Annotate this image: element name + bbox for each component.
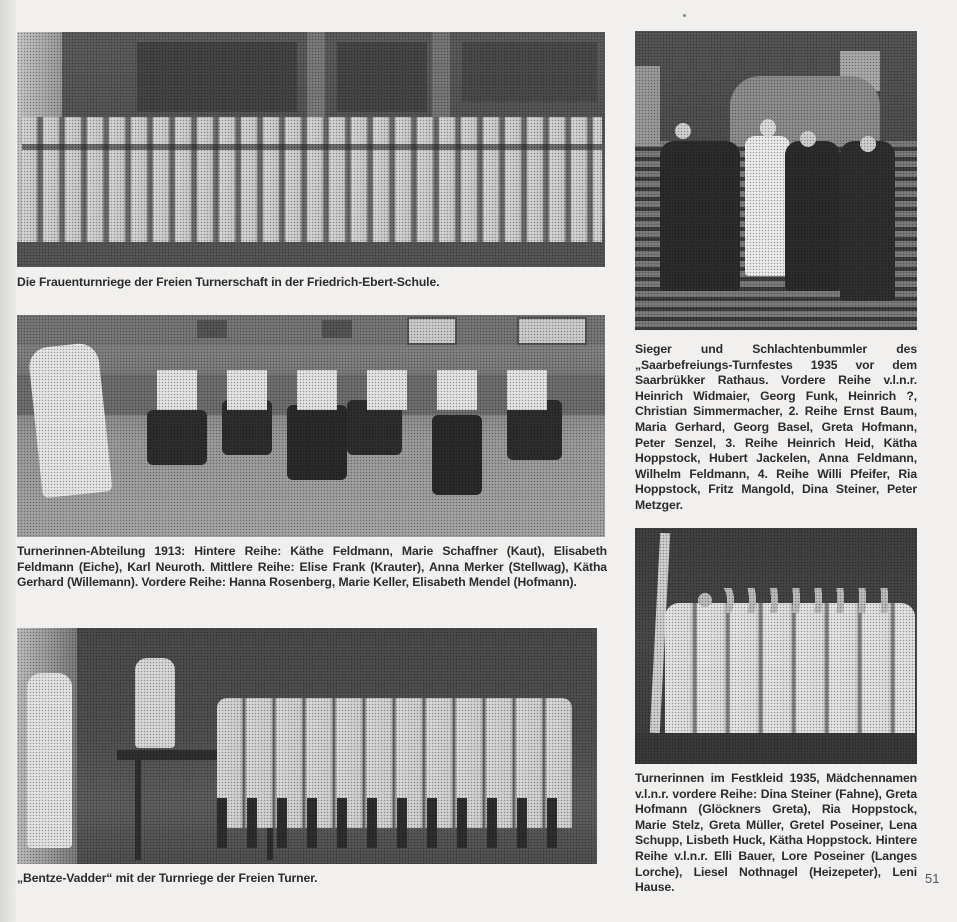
photo-saarbefreiungs-turnfest (635, 31, 917, 330)
caption-saarbefreiungs-turnfest: Sieger und Schlachtenbummler des „Saarbefreiungs-Turnfestes 1935 vor dem Saarbrükker Rathaus. Vordere Reihe v.l.n.r. Heinrich Widmaier, Georg Funk, Heinrich ?, Christian Simmermacher, 2. Reihe Ernst Baum, Maria Gerhard, Georg Basel, Greta Hofmann, Peter Senzel, 3. Reihe Heinrich Heid, Kätha Hoppstock, Hubert Jackelen, Anna Feldmann, Wilhelm Feldmann, 4. Reihe Willi Pfeifer, Ria Hoppstock, Fritz Mangold, Dina Steiner, Peter Metzger. (635, 342, 917, 512)
book-gutter (0, 0, 16, 922)
page-number: 51 (925, 871, 940, 886)
caption-frauenturnriege: Die Frauenturnriege der Freien Turnerschaft in der Friedrich-Ebert-Schule. (17, 275, 440, 289)
print-speck (683, 14, 686, 17)
caption-turnerinnen-1913: Turnerinnen-Abteilung 1913: Hintere Reihe: Käthe Feldmann, Marie Schaffner (Kaut), Elisabeth Feldmann (Eiche), Karl Neuroth. Mittlere Reihe: Elise Frank (Krauter), Anna Merker (Stellwag), Kätha Gerhard (Willemann). Vordere Reihe: Hanna Rosenberg, Marie Keller, Elisabeth Mendel (Hofmann). (17, 544, 607, 590)
photo-frauenturnriege (17, 32, 605, 267)
photo-turnerinnen-1913 (17, 315, 605, 537)
photo-festkleid-1935 (635, 528, 917, 764)
caption-bentze-vadder: „Bentze-Vadder“ mit der Turnriege der Freien Turner. (17, 871, 318, 885)
caption-festkleid-1935: Turnerinnen im Festkleid 1935, Mädchennamen v.l.n.r. vordere Reihe: Dina Steiner (Fahne), Greta Hofmann (Glöckners Greta), Ria Hoppstock, Marie Stelz, Greta Müller, Gretel Poseiner, Lena Schupp, Lisbeth Huck, Kätha Hoppstock. Hintere Reihe v.l.n.r. Elli Bauer, Lore Poseiner (Langes Lorche), Liesel Nothnagel (Heizepeter), Leni Hause. (635, 771, 917, 895)
photo-bentze-vadder (17, 628, 597, 864)
